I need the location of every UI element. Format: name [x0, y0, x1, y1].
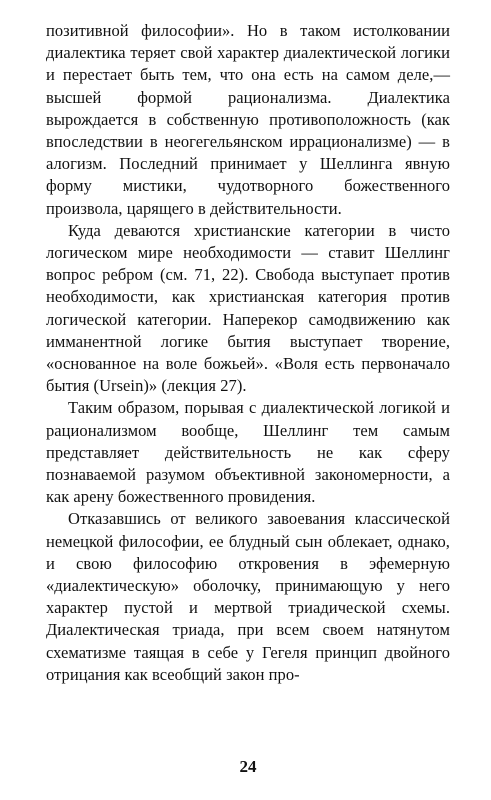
paragraph-1: позитивной философии». Но в таком истолковании диалектика теряет свой характер диалектической логики и перестает быть тем, что она есть на самом деле,— высшей формой рационализма. Диалектика вырождается в собственную противоположность (как впоследствии в неогегельянском иррационализме) — в алогизм. Последний принимает у Шеллинга явную форму мистики, чудотворного божественного произвола, царящего в действительности.: [46, 21, 450, 218]
page-number: 24: [239, 757, 257, 776]
paragraph-4: Отказавшись от великого завоевания классической немецкой философии, ее блудный сын облекает, однако, и свою философию откровения в эфемерную «диалектическую» оболочку, принимающую у него характер пустой и мертвой триадической схемы. Диалектическая триада, при всем своем натянутом схематизме таящая в себе у Гегеля принцип двойного отрицания как всеобщий закон про-: [46, 509, 450, 684]
paragraph-2: Куда деваются христианские категории в чисто логическом мире необходимости — ставит Шеллинг вопрос ребром (см. 71, 22). Свобода выступает против необходимости, как христианская категория против логической категории. Наперекор самодвижению как имманентной логике бытия выступает творение, «основанное на воле божьей». «Воля есть первоначало бытия (Ursein)» (лекция 27).: [46, 220, 450, 396]
paragraph-3: Таким образом, порывая с диалектической логикой и рационализмом вообще, Шеллинг тем самым представляет действительность не как сферу познаваемой разумом объективной закономерности, а как арену божественного провидения.: [46, 398, 450, 507]
book-page: [46, 20, 450, 780]
